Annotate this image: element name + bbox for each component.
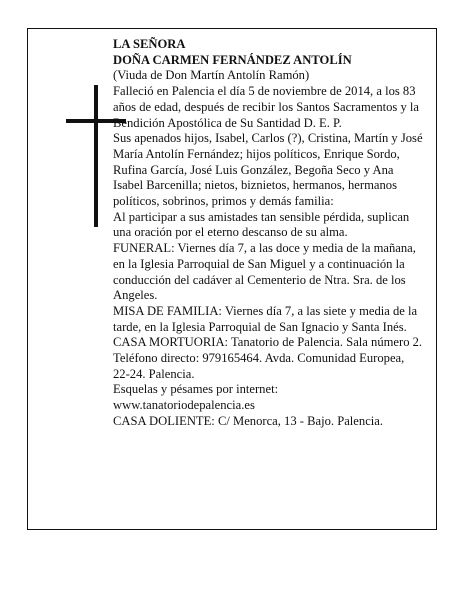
internet-paragraph: Esquelas y pésames por internet: www.tanatoriodepalencia.es [113,382,279,413]
mourning-house-paragraph: CASA DOLIENTE: C/ Menorca, 13 - Bajo. Palencia. [113,413,384,428]
death-paragraph: Falleció en Palencia el día 5 de noviembre de 2014, a los 83 años de edad, después de recibir los Santos Sacramentos y la Bendición Apostólica de Su Santidad D. E. P. [113,84,420,130]
request-paragraph: Al participar a sus amistades tan sensible pérdida, suplican una oración por el eterno descanso de su alma. [113,209,410,240]
family-paragraph: Sus apenados hijos, Isabel, Carlos (?), Cristina, Martín y José María Antolín Fernández; hijos políticos, Enrique Sordo, Rufina García, José Luis González, Begoña Seco y Ana Isabel Barcenilla; nietos, biznietos, hermanos, hermanos políticos, sobrinos, primos y demás familia: [113,131,423,209]
notice-title: LA SEÑORA [113,37,186,51]
funeral-paragraph: FUNERAL: Viernes día 7, a las doce y media de la mañana, en la Iglesia Parroquial de San Miguel y a continuación la conducción del cadáver al Cementerio de Ntra. Sra. de los Angeles. [113,241,416,303]
mortuary-paragraph: CASA MORTUORIA: Tanatorio de Palencia. Sala número 2. Teléfono directo: 979165464. Avda. Comunidad Europea, 22-24. Palencia. [113,335,423,381]
family-mass-paragraph: MISA DE FAMILIA: Viernes día 7, a las siete y media de la tarde, en la Iglesia Parroquial de San Ignacio y Santa Inés. [113,303,418,334]
deceased-name: DOÑA CARMEN FERNÁNDEZ ANTOLÍN [113,52,352,67]
notice-subtitle: (Viuda de Don Martín Antolín Ramón) [113,68,310,83]
obituary-text [113,37,423,430]
cross-vertical-bar [94,85,98,227]
